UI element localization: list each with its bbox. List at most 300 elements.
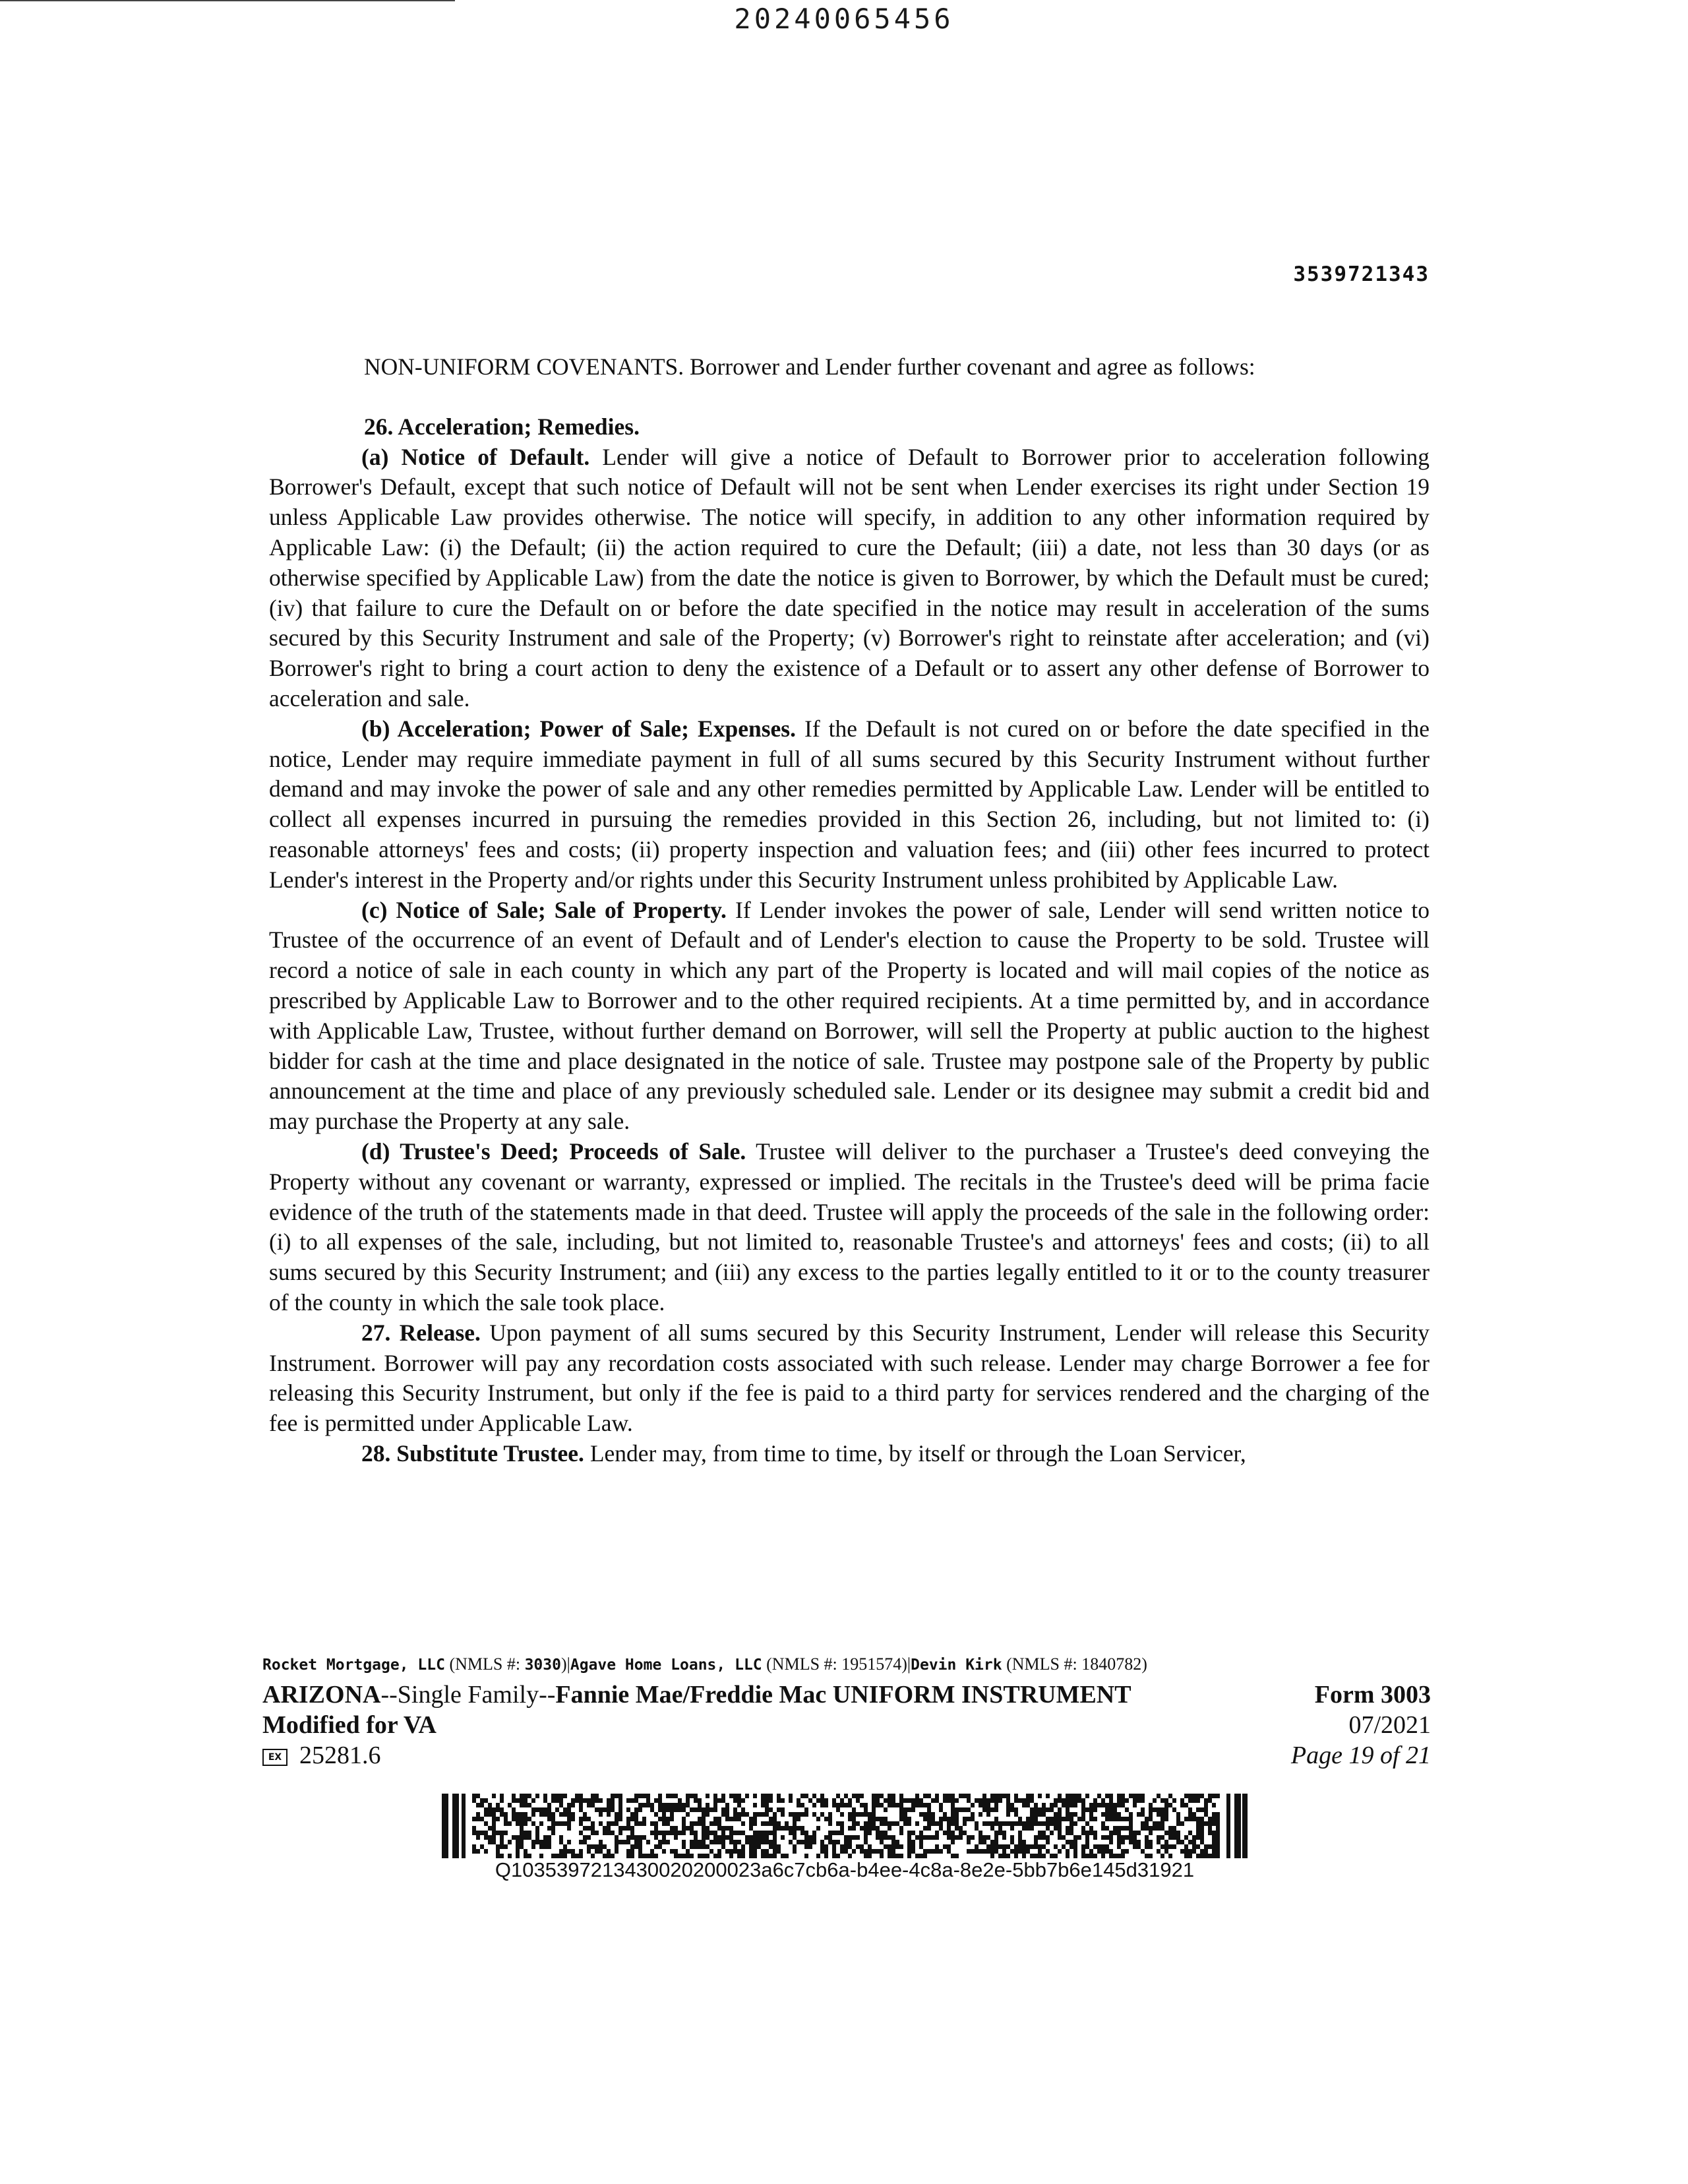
barcode-module (1216, 1812, 1220, 1817)
barcode-module (638, 1807, 642, 1812)
barcode-module (713, 1854, 717, 1858)
barcode-module (812, 1803, 816, 1807)
barcode-module (939, 1807, 943, 1812)
barcode-module (500, 1798, 504, 1803)
barcode-module (840, 1844, 844, 1849)
barcode-module (899, 1817, 903, 1821)
barcode-module (579, 1821, 583, 1826)
barcode-module (844, 1803, 848, 1807)
barcode-module (626, 1817, 630, 1821)
barcode-module (1081, 1826, 1085, 1831)
barcode-module (567, 1821, 571, 1826)
barcode-module (1062, 1803, 1066, 1807)
barcode-module (975, 1844, 979, 1849)
barcode-module (1212, 1840, 1216, 1844)
barcode-module (1133, 1794, 1137, 1798)
barcode-module (531, 1798, 535, 1803)
barcode-module (658, 1794, 662, 1798)
barcode-module (1145, 1826, 1149, 1831)
barcode-module (516, 1844, 520, 1849)
barcode-module (951, 1803, 955, 1807)
barcode-module (713, 1807, 717, 1812)
barcode-module (702, 1817, 706, 1821)
barcode-module (888, 1803, 891, 1807)
barcode-module (761, 1821, 765, 1826)
barcode-module (1006, 1844, 1010, 1849)
barcode-module (1018, 1844, 1022, 1849)
barcode-module (706, 1812, 709, 1817)
barcode-module (773, 1840, 777, 1844)
barcode-module (563, 1821, 567, 1826)
barcode-module (828, 1835, 832, 1840)
ellie-mae-ex-icon: EX (262, 1749, 287, 1766)
barcode-module (777, 1807, 781, 1812)
barcode-module (1153, 1826, 1157, 1831)
barcode-module (1038, 1821, 1042, 1826)
barcode-module (951, 1821, 955, 1826)
barcode-module (876, 1817, 880, 1821)
barcode-module (1172, 1844, 1176, 1849)
barcode-module (686, 1798, 690, 1803)
broker-nmls: (NMLS #: 1951574)| (762, 1654, 911, 1674)
lender-nmls-number: 3030 (524, 1656, 561, 1674)
barcode-module (1109, 1817, 1113, 1821)
barcode-module (1014, 1854, 1018, 1858)
barcode-module (579, 1794, 583, 1798)
barcode-module (1070, 1798, 1073, 1803)
barcode-module (516, 1840, 520, 1844)
barcode-module (884, 1821, 888, 1826)
barcode-module (717, 1817, 721, 1821)
barcode-module (1070, 1794, 1073, 1798)
barcode-module (1097, 1849, 1101, 1854)
barcode-module (781, 1807, 785, 1812)
barcode-module (903, 1817, 907, 1821)
barcode-module (994, 1798, 998, 1803)
barcode-module (777, 1794, 781, 1798)
barcode-module (1133, 1831, 1137, 1835)
barcode-module (694, 1835, 698, 1840)
barcode-module (1196, 1798, 1200, 1803)
barcode-module (559, 1821, 563, 1826)
barcode-module (551, 1798, 555, 1803)
barcode-module (694, 1821, 698, 1826)
barcode-module (1018, 1831, 1022, 1835)
barcode-module (923, 1854, 927, 1858)
barcode-module (603, 1807, 607, 1812)
barcode-module (753, 1817, 757, 1821)
barcode-module (1129, 1817, 1133, 1821)
barcode-module (1129, 1840, 1133, 1844)
barcode-module (1216, 1826, 1220, 1831)
barcode-module (927, 1807, 931, 1812)
barcode-module (891, 1840, 895, 1844)
barcode-module (1105, 1849, 1109, 1854)
barcode-module (852, 1807, 856, 1812)
barcode-module (717, 1854, 721, 1858)
section-26a-text: Lender will give a notice of Default to Borrower prior to acceleration following Borrower's Default, except that such notice of Default will not be sent when Lender exercises its right under Section 19 unless Applicable Law provides otherwise. The notice will specify, in addition to any other information required by Applicable Law: (i) the Default; (ii) the action required to cure the Default; (iii) a date, not less than 30 days (or as otherwise specified by Applicable Law) from the date the notice is given to Borrower, by which the Default must be cured; (iv) that failure to cure the Default on or before the date specified in the notice may result in acceleration of the sums secured by this Security Instrument and sale of the Property; (v) Borrower's right to reinstate after acceleration; and (vi) Borrower's right to bring a court action to deny the existence of a Default or to assert any other defense of Borrower to acceleration and sale. (269, 443, 1430, 712)
barcode-module (1208, 1798, 1212, 1803)
barcode-module (512, 1807, 516, 1812)
barcode-module (674, 1794, 678, 1798)
barcode-module (520, 1826, 524, 1831)
barcode-module (1129, 1835, 1133, 1840)
barcode-module (555, 1794, 559, 1798)
barcode-module (1054, 1826, 1058, 1831)
barcode-module (816, 1854, 820, 1858)
barcode-module (1157, 1794, 1160, 1798)
barcode-module (1149, 1817, 1153, 1821)
barcode-module (923, 1826, 927, 1831)
barcode-module (1113, 1807, 1117, 1812)
barcode-module (520, 1798, 524, 1803)
barcode-module (1164, 1807, 1168, 1812)
barcode-module (927, 1821, 931, 1826)
barcode-module (690, 1794, 694, 1798)
barcode-module (1081, 1803, 1085, 1807)
barcode-module (923, 1817, 927, 1821)
barcode-module (1160, 1844, 1164, 1849)
barcode-module (666, 1840, 670, 1844)
barcode-module (824, 1844, 828, 1849)
barcode-module (1109, 1840, 1113, 1844)
barcode-module (943, 1798, 947, 1803)
barcode-module (911, 1803, 915, 1807)
barcode-module (1089, 1849, 1093, 1854)
barcode-module (543, 1794, 547, 1798)
barcode-module (1054, 1798, 1058, 1803)
barcode-module (567, 1803, 571, 1807)
barcode-module (737, 1831, 741, 1835)
barcode-module (773, 1812, 777, 1817)
barcode-module (1129, 1821, 1133, 1826)
barcode-module (512, 1835, 516, 1840)
barcode-module (476, 1794, 480, 1798)
barcode-module (1153, 1821, 1157, 1826)
barcode-module (757, 1812, 761, 1817)
barcode-module (880, 1803, 884, 1807)
barcode-module (891, 1844, 895, 1849)
barcode-module (872, 1807, 876, 1812)
barcode-module (678, 1803, 682, 1807)
barcode-module (559, 1835, 563, 1840)
barcode-module (626, 1807, 630, 1812)
barcode-module (1141, 1812, 1145, 1817)
barcode-module (982, 1849, 986, 1854)
barcode-module (998, 1844, 1002, 1849)
barcode-module (777, 1798, 781, 1803)
barcode-module (903, 1812, 907, 1817)
barcode-module (1093, 1831, 1097, 1835)
barcode-module (634, 1840, 638, 1844)
barcode-module (516, 1854, 520, 1858)
barcode-module (1113, 1803, 1117, 1807)
barcode-module (615, 1835, 618, 1840)
barcode-module (1200, 1807, 1204, 1812)
barcode-module (986, 1812, 990, 1817)
barcode-module (1145, 1840, 1149, 1844)
barcode-module (1212, 1849, 1216, 1854)
barcode-module (761, 1854, 765, 1858)
barcode-module (1117, 1831, 1121, 1835)
barcode-module (1030, 1854, 1034, 1858)
barcode-module (1212, 1821, 1216, 1826)
barcode-module (626, 1854, 630, 1858)
barcode-module (1034, 1821, 1038, 1826)
barcode-module (480, 1798, 484, 1803)
barcode-module (891, 1821, 895, 1826)
barcode-module (840, 1826, 844, 1831)
barcode-module (650, 1821, 654, 1826)
barcode-module (935, 1844, 939, 1849)
barcode-module (1208, 1817, 1212, 1821)
barcode-module (1121, 1798, 1125, 1803)
barcode-module (500, 1807, 504, 1812)
barcode-module (654, 1831, 658, 1835)
barcode-module (967, 1817, 971, 1821)
barcode-module (1093, 1798, 1097, 1803)
barcode-module (745, 1835, 749, 1840)
barcode-module (741, 1831, 745, 1835)
barcode-module (745, 1812, 749, 1817)
barcode-module (789, 1826, 793, 1831)
barcode-module (662, 1817, 666, 1821)
barcode-module (524, 1798, 528, 1803)
barcode-module (571, 1817, 575, 1821)
barcode-module (1006, 1807, 1010, 1812)
barcode-module (856, 1844, 860, 1849)
barcode-module (828, 1831, 832, 1835)
barcode-module (642, 1794, 646, 1798)
barcode-module (1058, 1821, 1062, 1826)
barcode-module (765, 1798, 769, 1803)
barcode-module (725, 1803, 729, 1807)
barcode-module (915, 1798, 919, 1803)
barcode-module (686, 1794, 690, 1798)
barcode-module (524, 1812, 528, 1817)
barcode-module (1121, 1803, 1125, 1807)
barcode-module (1121, 1849, 1125, 1854)
barcode-module (761, 1835, 765, 1840)
barcode-module (1113, 1826, 1117, 1831)
barcode-module (496, 1817, 500, 1821)
barcode-module (1002, 1794, 1006, 1798)
barcode-module (1022, 1826, 1026, 1831)
barcode-module (551, 1854, 555, 1858)
barcode-module (1133, 1835, 1137, 1840)
barcode-module (733, 1849, 737, 1854)
barcode-module (630, 1831, 634, 1835)
barcode-module (1093, 1817, 1097, 1821)
barcode-module (1046, 1821, 1050, 1826)
barcode-module (1050, 1807, 1054, 1812)
barcode-module (765, 1807, 769, 1812)
barcode-module (1081, 1812, 1085, 1817)
barcode-module (852, 1835, 856, 1840)
barcode-module (690, 1826, 694, 1831)
barcode-module (543, 1807, 547, 1812)
barcode-module (804, 1794, 808, 1798)
barcode-module (666, 1821, 670, 1826)
barcode-module (717, 1821, 721, 1826)
barcode-module (618, 1812, 622, 1817)
barcode-module (607, 1826, 611, 1831)
barcode-module (630, 1812, 634, 1817)
barcode-module (761, 1803, 765, 1807)
barcode-module (713, 1821, 717, 1826)
barcode-module (626, 1826, 630, 1831)
barcode-module (717, 1798, 721, 1803)
barcode-module (800, 1812, 804, 1817)
barcode-module (1188, 1840, 1192, 1844)
barcode-module (836, 1840, 840, 1844)
barcode-module (713, 1835, 717, 1840)
barcode-module (903, 1798, 907, 1803)
barcode-module (1105, 1826, 1109, 1831)
barcode-module (1066, 1840, 1070, 1844)
barcode-module (666, 1807, 670, 1812)
barcode-module (1038, 1835, 1042, 1840)
barcode-module (713, 1798, 717, 1803)
barcode-module (1046, 1835, 1050, 1840)
barcode-module (670, 1849, 674, 1854)
barcode-module (706, 1803, 709, 1807)
barcode-module (543, 1812, 547, 1817)
barcode-module (658, 1803, 662, 1807)
barcode-module (971, 1849, 975, 1854)
barcode-module (733, 1817, 737, 1821)
barcode-module (773, 1854, 777, 1858)
barcode-module (1030, 1807, 1034, 1812)
barcode-module (484, 1798, 488, 1803)
barcode-module (1093, 1854, 1097, 1858)
barcode-module (872, 1794, 876, 1798)
barcode-module (1172, 1831, 1176, 1835)
barcode-module (820, 1812, 824, 1817)
barcode-module (876, 1849, 880, 1854)
section-26-heading: 26. Acceleration; Remedies. (364, 413, 640, 440)
barcode-module (915, 1794, 919, 1798)
barcode-module (931, 1812, 935, 1817)
barcode-module (872, 1849, 876, 1854)
barcode-module (872, 1821, 876, 1826)
barcode-module (1038, 1807, 1042, 1812)
barcode-module (741, 1844, 745, 1849)
barcode-module (706, 1835, 709, 1840)
barcode-module (721, 1798, 725, 1803)
barcode-module (492, 1840, 496, 1844)
barcode-module (618, 1817, 622, 1821)
barcode-module (504, 1817, 508, 1821)
barcode-module (1160, 1798, 1164, 1803)
barcode-module (682, 1807, 686, 1812)
barcode-module (899, 1812, 903, 1817)
barcode-module (559, 1798, 563, 1803)
loan-officer-nmls: (NMLS #: 1840782) (1002, 1654, 1147, 1674)
barcode-module (876, 1835, 880, 1840)
barcode-module (678, 1831, 682, 1835)
barcode-module (1073, 1835, 1077, 1840)
barcode-module (1018, 1821, 1022, 1826)
barcode-module (1006, 1854, 1010, 1858)
barcode-module (531, 1840, 535, 1844)
barcode-module (492, 1807, 496, 1812)
barcode-module (820, 1840, 824, 1844)
barcode-module (1137, 1798, 1141, 1803)
barcode-module (1058, 1794, 1062, 1798)
barcode-module (492, 1812, 496, 1817)
recording-number: 20240065456 (734, 3, 954, 35)
barcode-module (749, 1826, 753, 1831)
barcode-module (713, 1817, 717, 1821)
barcode-module (852, 1821, 856, 1826)
barcode-module (880, 1831, 884, 1835)
barcode-module (860, 1826, 864, 1831)
barcode-module (971, 1835, 975, 1840)
barcode-module (820, 1794, 824, 1798)
barcode-module (733, 1794, 737, 1798)
barcode-module (1141, 1794, 1145, 1798)
barcode-module (990, 1826, 994, 1831)
barcode-module (666, 1817, 670, 1821)
barcode-module (789, 1831, 793, 1835)
barcode-module (603, 1826, 607, 1831)
barcode-module (1022, 1821, 1026, 1826)
barcode-module (832, 1831, 836, 1835)
barcode-module (1121, 1826, 1125, 1831)
barcode-module (654, 1835, 658, 1840)
barcode-module (793, 1826, 797, 1831)
barcode-module (496, 1831, 500, 1835)
barcode-module (1030, 1844, 1034, 1849)
barcode-module (781, 1835, 785, 1840)
barcode-module (1034, 1844, 1038, 1849)
barcode-module (1188, 1794, 1192, 1798)
barcode-module (1109, 1854, 1113, 1858)
barcode-module (1010, 1803, 1014, 1807)
barcode-module (1046, 1840, 1050, 1844)
barcode-module (1018, 1840, 1022, 1844)
barcode-module (824, 1835, 828, 1840)
barcode-module (899, 1826, 903, 1831)
barcode-module (1212, 1812, 1216, 1817)
barcode-module (808, 1844, 812, 1849)
barcode-module (492, 1831, 496, 1835)
barcode-module (1117, 1840, 1121, 1844)
barcode-module (884, 1831, 888, 1835)
barcode-module (484, 1821, 488, 1826)
barcode-module (975, 1849, 979, 1854)
barcode-module (971, 1803, 975, 1807)
barcode-module (1022, 1854, 1026, 1858)
barcode-module (963, 1831, 967, 1835)
barcode-module (757, 1831, 761, 1835)
barcode-module (1188, 1817, 1192, 1821)
barcode-module (555, 1821, 559, 1826)
barcode-module (1200, 1826, 1204, 1831)
barcode-module (599, 1849, 603, 1854)
barcode-module (990, 1854, 994, 1858)
barcode-module (797, 1803, 800, 1807)
barcode-module (1066, 1803, 1070, 1807)
barcode-module (551, 1821, 555, 1826)
barcode-module (1042, 1844, 1046, 1849)
barcode-module (1133, 1803, 1137, 1807)
barcode-module (1109, 1807, 1113, 1812)
barcode-module (690, 1854, 694, 1858)
barcode-module (884, 1817, 888, 1821)
barcode-module (777, 1826, 781, 1831)
